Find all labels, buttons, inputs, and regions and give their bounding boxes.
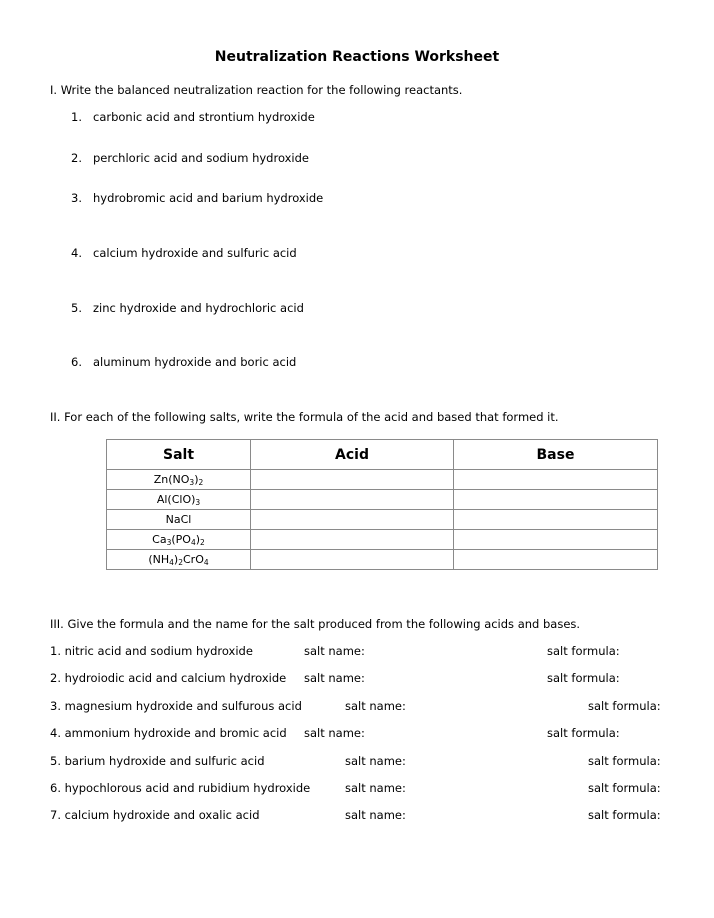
part3-item-text: 5. barium hydroxide and sulfuric acid [50, 754, 265, 768]
table-header-row [107, 440, 658, 470]
formula-text: Ca [152, 533, 167, 546]
item-text: hydrobromic acid and barium hydroxide [93, 191, 324, 205]
formula-text: ) [173, 553, 179, 566]
formula-subscript: 3 [166, 538, 172, 547]
formula-text: (PO [171, 533, 191, 546]
salt-name-label: salt name: [304, 726, 365, 740]
part3-item-text: 6. hypochlorous acid and rubidium hydroxide [50, 781, 311, 795]
item-text: perchloric acid and sodium hydroxide [93, 151, 310, 165]
formula-subscript: 3 [189, 478, 195, 487]
base-cell [454, 550, 658, 570]
salt-name-label: salt name: [304, 671, 365, 685]
header-salt: Salt [107, 440, 251, 470]
item-text: carbonic acid and strontium hydroxide [93, 110, 315, 124]
salt-formula-label: salt formula: [588, 781, 661, 795]
item-text: zinc hydroxide and hydrochloric acid [93, 301, 304, 315]
part3-item-text: 7. calcium hydroxide and oxalic acid [50, 808, 260, 822]
part3-item-text: 2. hydroiodic acid and calcium hydroxide [50, 671, 287, 685]
acid-cell [251, 490, 454, 510]
table-row [107, 530, 658, 550]
part2-instruction: II. For each of the following salts, write the formula of the acid and based that formed it. [50, 410, 559, 424]
formula-subscript: 4 [190, 538, 196, 547]
formula-text: ) [195, 533, 201, 546]
salt-formula-label: salt formula: [547, 726, 620, 740]
salt-name-label: salt name: [345, 781, 406, 795]
part1-item [71, 191, 323, 205]
acid-cell [251, 550, 454, 570]
item-number: 5. [71, 301, 82, 315]
salt-formula-label: salt formula: [588, 699, 661, 713]
part1-item [71, 246, 297, 260]
base-cell [454, 530, 658, 550]
salt-formula-cell [107, 510, 251, 530]
item-text: aluminum hydroxide and boric acid [93, 355, 297, 369]
header-acid: Acid [251, 440, 454, 470]
part1-item [71, 355, 296, 369]
base-cell [454, 470, 658, 490]
acid-cell [251, 470, 454, 490]
formula-subscript: 2 [178, 558, 183, 567]
base-cell [454, 510, 658, 530]
part1-item [71, 151, 309, 165]
formula-text: NaCl [165, 513, 192, 526]
acid-cell [251, 530, 454, 550]
salt-name-label: salt name: [345, 699, 406, 713]
salt-table [106, 439, 658, 570]
part3-item-text: 3. magnesium hydroxide and sulfurous acid [50, 699, 302, 713]
acid-cell [251, 510, 454, 530]
salt-formula-cell [107, 490, 251, 510]
part3-instruction: III. Give the formula and the name for the salt produced from the following acids and bases. [50, 617, 581, 631]
base-cell [454, 490, 658, 510]
part3-item-text: 1. nitric acid and sodium hydroxide [50, 644, 253, 658]
salt-formula-label: salt formula: [547, 671, 620, 685]
salt-formula-label: salt formula: [588, 808, 661, 822]
salt-formula-cell [107, 550, 251, 570]
formula-text: Al(ClO) [156, 493, 196, 506]
formula-text: (NH [148, 553, 170, 566]
item-text: calcium hydroxide and sulfuric acid [93, 246, 297, 260]
part1-item [71, 301, 304, 315]
salt-name-label: salt name: [345, 754, 406, 768]
salt-formula-cell [107, 470, 251, 490]
part1-instruction: I. Write the balanced neutralization reaction for the following reactants. [50, 83, 463, 97]
formula-subscript: 3 [195, 498, 201, 507]
formula-text: ) [194, 473, 199, 486]
formula-text: Zn(NO [153, 473, 190, 486]
table-row [107, 550, 658, 570]
salt-formula-label: salt formula: [588, 754, 661, 768]
salt-name-label: salt name: [304, 644, 365, 658]
item-number: 4. [71, 246, 82, 260]
item-number: 3. [71, 191, 82, 205]
formula-subscript: 2 [198, 478, 204, 487]
formula-subscript: 4 [169, 558, 174, 567]
part3-item-text: 4. ammonium hydroxide and bromic acid [50, 726, 287, 740]
worksheet-title: Neutralization Reactions Worksheet [214, 49, 500, 65]
item-number: 1. [71, 110, 82, 124]
table-row [107, 490, 658, 510]
part1-item [71, 110, 315, 124]
formula-subscript: 2 [200, 538, 205, 547]
salt-name-label: salt name: [345, 808, 406, 822]
table-row [107, 510, 658, 530]
item-number: 2. [71, 151, 82, 165]
table-row [107, 470, 658, 490]
header-base: Base [454, 440, 658, 470]
formula-text: CrO [183, 553, 204, 566]
item-number: 6. [71, 355, 82, 369]
salt-formula-label: salt formula: [547, 644, 620, 658]
salt-formula-cell [107, 530, 251, 550]
formula-subscript: 4 [203, 558, 209, 567]
